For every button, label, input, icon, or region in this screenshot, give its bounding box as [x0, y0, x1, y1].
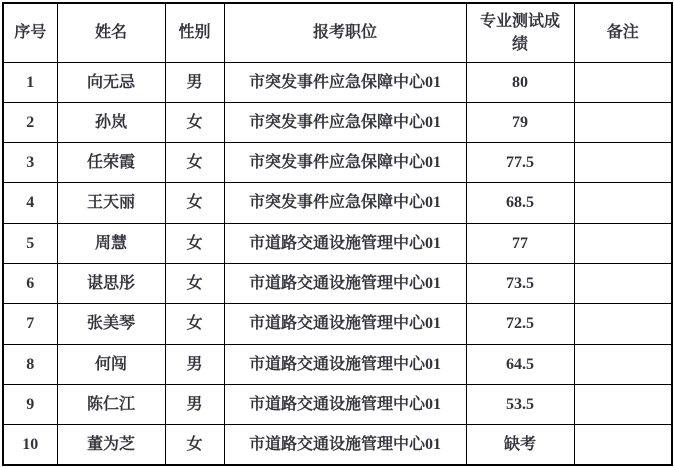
cell-no: 2: [3, 102, 57, 142]
cell-score: 77: [466, 223, 574, 263]
cell-remark: [574, 62, 672, 102]
cell-remark: [574, 425, 672, 465]
cell-name: 陈仁江: [57, 384, 165, 424]
cell-name: 王天丽: [57, 183, 165, 223]
cell-gender: 女: [165, 223, 224, 263]
cell-no: 6: [3, 263, 57, 303]
cell-score: 64.5: [466, 344, 574, 384]
cell-no: 3: [3, 143, 57, 183]
cell-gender: 女: [165, 304, 224, 344]
table-row: [3, 62, 672, 102]
header-cell-no: 序号: [3, 3, 57, 62]
cell-remark: [574, 384, 672, 424]
header-cell-position: 报考职位: [224, 3, 466, 62]
cell-gender: 男: [165, 62, 224, 102]
cell-position: 市道路交通设施管理中心01: [224, 384, 466, 424]
cell-name: 董为芝: [57, 425, 165, 465]
table-row: [3, 183, 672, 223]
cell-score: 80: [466, 62, 574, 102]
cell-score: 72.5: [466, 304, 574, 344]
cell-name: 任荣霞: [57, 143, 165, 183]
cell-no: 1: [3, 62, 57, 102]
cell-position: 市突发事件应急保障中心01: [224, 62, 466, 102]
cell-name: 周慧: [57, 223, 165, 263]
cell-gender: 男: [165, 384, 224, 424]
cell-name: 孙岚: [57, 102, 165, 142]
cell-score: 79: [466, 102, 574, 142]
cell-gender: 女: [165, 143, 224, 183]
cell-name: 张美琴: [57, 304, 165, 344]
table-row: [3, 263, 672, 303]
cell-remark: [574, 304, 672, 344]
cell-position: 市道路交通设施管理中心01: [224, 425, 466, 465]
cell-name: 谌思彤: [57, 263, 165, 303]
cell-gender: 女: [165, 183, 224, 223]
table-header-row: [3, 3, 672, 62]
cell-score: 68.5: [466, 183, 574, 223]
cell-score: 77.5: [466, 143, 574, 183]
table-row: [3, 102, 672, 142]
cell-no: 9: [3, 384, 57, 424]
candidate-score-table: [2, 2, 673, 466]
cell-position: 市道路交通设施管理中心01: [224, 304, 466, 344]
cell-position: 市突发事件应急保障中心01: [224, 143, 466, 183]
table-row: [3, 223, 672, 263]
table-row: [3, 384, 672, 424]
header-cell-name: 姓名: [57, 3, 165, 62]
cell-position: 市突发事件应急保障中心01: [224, 183, 466, 223]
cell-name: 向无忌: [57, 62, 165, 102]
cell-gender: 男: [165, 344, 224, 384]
header-cell-gender: 性别: [165, 3, 224, 62]
cell-no: 4: [3, 183, 57, 223]
cell-score: 缺考: [466, 425, 574, 465]
header-cell-remark: 备注: [574, 3, 672, 62]
cell-gender: 女: [165, 102, 224, 142]
table-row: [3, 304, 672, 344]
cell-position: 市道路交通设施管理中心01: [224, 223, 466, 263]
cell-score: 53.5: [466, 384, 574, 424]
cell-no: 8: [3, 344, 57, 384]
cell-no: 10: [3, 425, 57, 465]
cell-name: 何闯: [57, 344, 165, 384]
cell-position: 市突发事件应急保障中心01: [224, 102, 466, 142]
cell-remark: [574, 223, 672, 263]
table-row: [3, 344, 672, 384]
table-row: [3, 425, 672, 465]
cell-position: 市道路交通设施管理中心01: [224, 263, 466, 303]
cell-remark: [574, 263, 672, 303]
cell-gender: 女: [165, 425, 224, 465]
cell-no: 5: [3, 223, 57, 263]
cell-remark: [574, 344, 672, 384]
cell-no: 7: [3, 304, 57, 344]
cell-remark: [574, 183, 672, 223]
table-row: [3, 143, 672, 183]
cell-remark: [574, 143, 672, 183]
cell-position: 市道路交通设施管理中心01: [224, 344, 466, 384]
cell-remark: [574, 102, 672, 142]
cell-score: 73.5: [466, 263, 574, 303]
cell-gender: 女: [165, 263, 224, 303]
header-cell-score: 专业测试成绩: [466, 3, 574, 62]
